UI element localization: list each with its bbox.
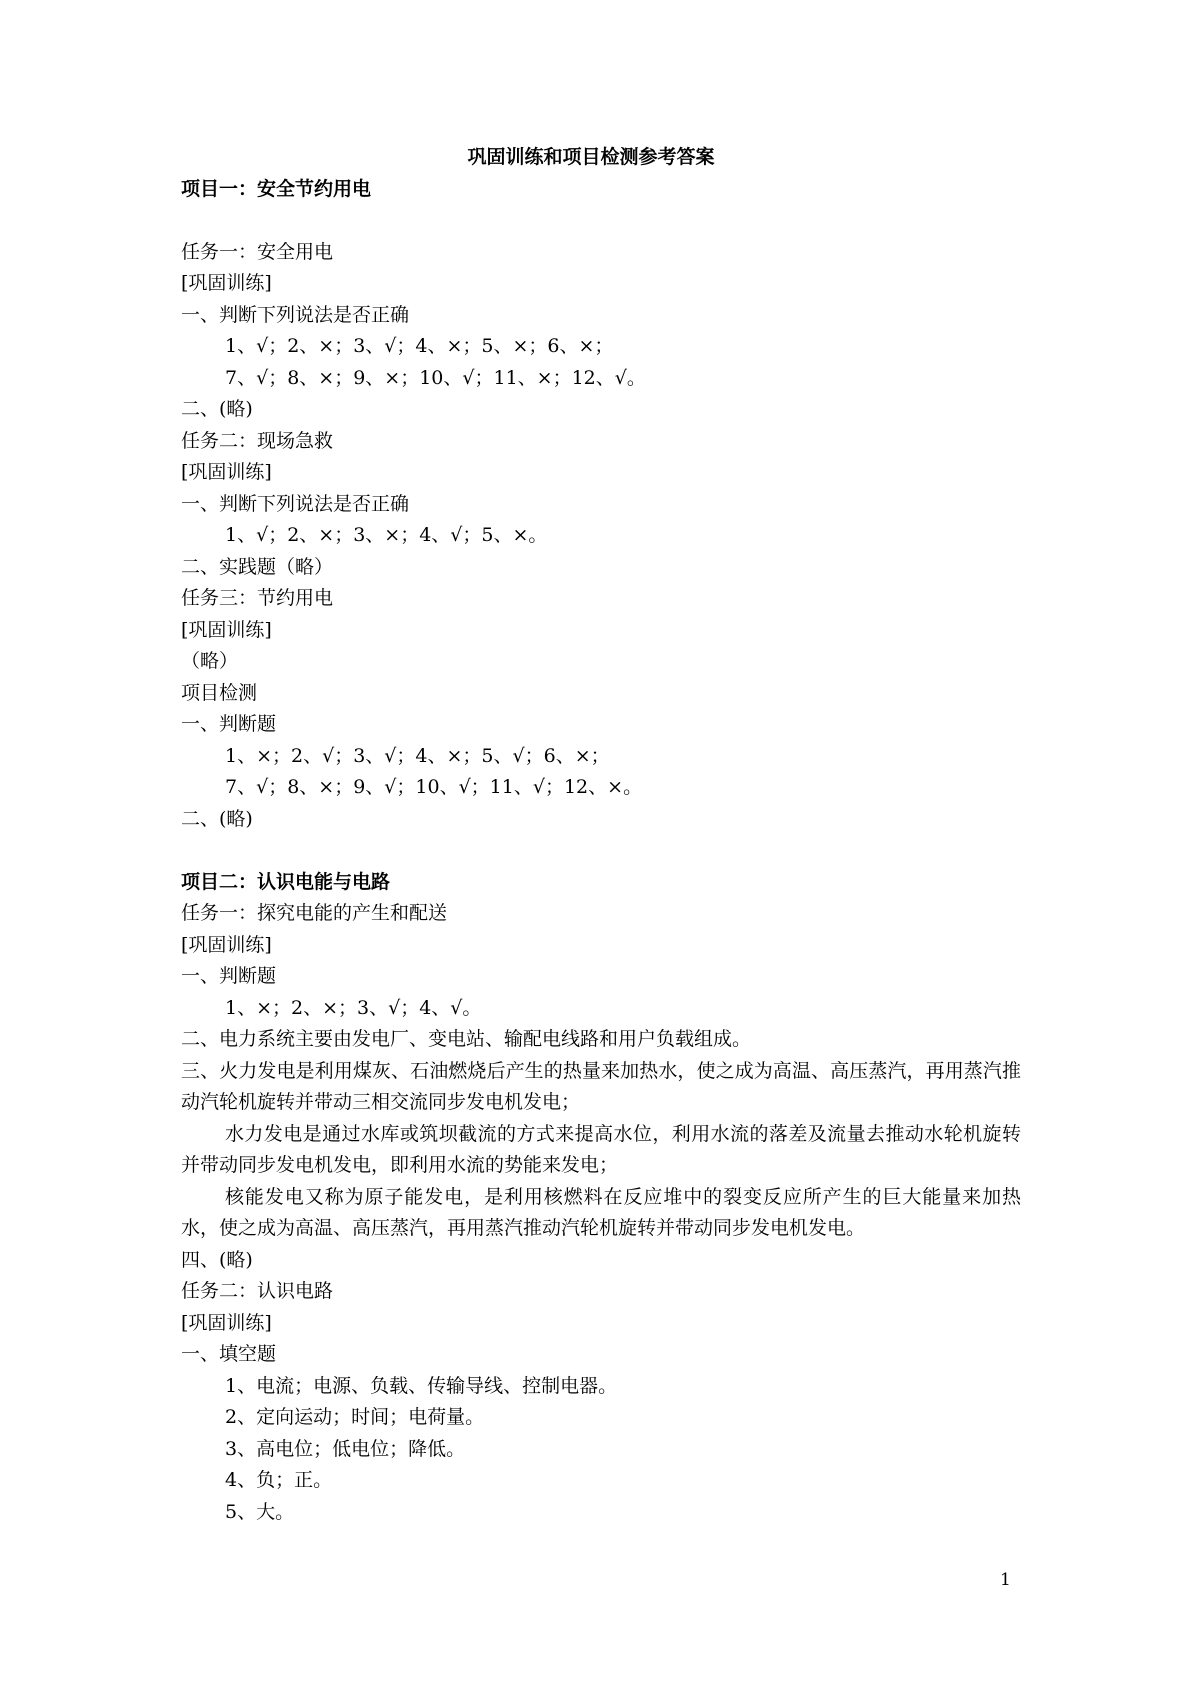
answer-paragraph: 水力发电是通过水库或筑坝截流的方式来提高水位，利用水流的落差及流量去推动水轮机旋转并带动同步发电机发电，即利用水流的势能来发电； [181,1122,1021,1176]
answer-paragraph: 核能发电又称为原子能发电，是利用核燃料在反应堆中的裂变反应所产生的巨大能量来加热水，使之成为高温、高压蒸汽，再用蒸汽推动汽轮机旋转并带动同步发电机发电。 [181,1185,1021,1239]
answer-line: 1、√；2、×；3、×；4、√；5、×。 [225,524,548,546]
task-title: 任务一：安全用电 [181,240,334,263]
task-title: 任务三：节约用电 [181,587,334,609]
list-item: 5、大。 [225,1500,295,1523]
question-heading: 一、判断题 [181,713,277,735]
task-title: 任务二：认识电路 [181,1280,334,1302]
list-item: 3、高电位；低电位；降低。 [225,1437,466,1460]
answer-line: 1、√；2、×；3、√；4、×；5、×；6、×； [225,335,614,357]
question-heading: 二、(略) [181,807,253,830]
spacer [181,835,1021,867]
project2-heading: 项目二：认识电能与电路 [181,870,391,893]
question-heading: 一、判断下列说法是否正确 [181,492,410,515]
answer-paragraph: 二、电力系统主要由发电厂、变电站、输配电线路和用户负载组成。 [181,1028,752,1050]
question-heading: 二、(略) [181,398,253,420]
list-item: 4、负；正。 [225,1469,333,1491]
list-item: 1、电流；电源、负载、传输导线、控制电器。 [225,1374,618,1397]
training-label: [巩固训练] [181,272,272,294]
question-heading: 一、填空题 [181,1343,277,1365]
training-label: [巩固训练] [181,933,272,956]
check-title: 项目检测 [181,681,258,704]
question-heading: 一、判断下列说法是否正确 [181,303,410,326]
answer-line: 7、√；8、×；9、√；10、√；11、√；12、×。 [225,776,643,798]
page-number: 1 [1000,1570,1011,1590]
answer-paragraph: 三、火力发电是利用煤灰、石油燃烧后产生的热量来加热水，使之成为高温、高压蒸汽，再用蒸汽推动汽轮机旋转并带动三相交流同步发电机发电； [181,1059,1021,1113]
omitted-note: （略） [181,650,239,672]
training-label: [巩固训练] [181,618,272,641]
task-title: 任务二：现场急救 [181,429,334,452]
question-heading: 四、(略) [181,1248,253,1271]
task-title: 任务一：探究电能的产生和配送 [181,902,448,924]
spacer [181,205,1021,237]
answer-line: 1、×；2、√；3、√；4、×；5、√；6、×； [225,744,610,767]
training-label: [巩固训练] [181,461,272,483]
question-heading: 一、判断题 [181,965,277,987]
answer-line: 7、√；8、×；9、×；10、√；11、×；12、√。 [225,366,646,389]
list-item: 2、定向运动；时间；电荷量。 [225,1406,485,1428]
project1-heading: 项目一：安全节约用电 [181,177,372,200]
document-body [181,142,1021,1528]
answer-line: 1、×；2、×；3、√；4、√。 [225,996,482,1019]
training-label: [巩固训练] [181,1311,272,1334]
page-title: 巩固训练和项目检测参考答案 [467,146,715,168]
question-heading: 二、实践题（略） [181,555,334,578]
